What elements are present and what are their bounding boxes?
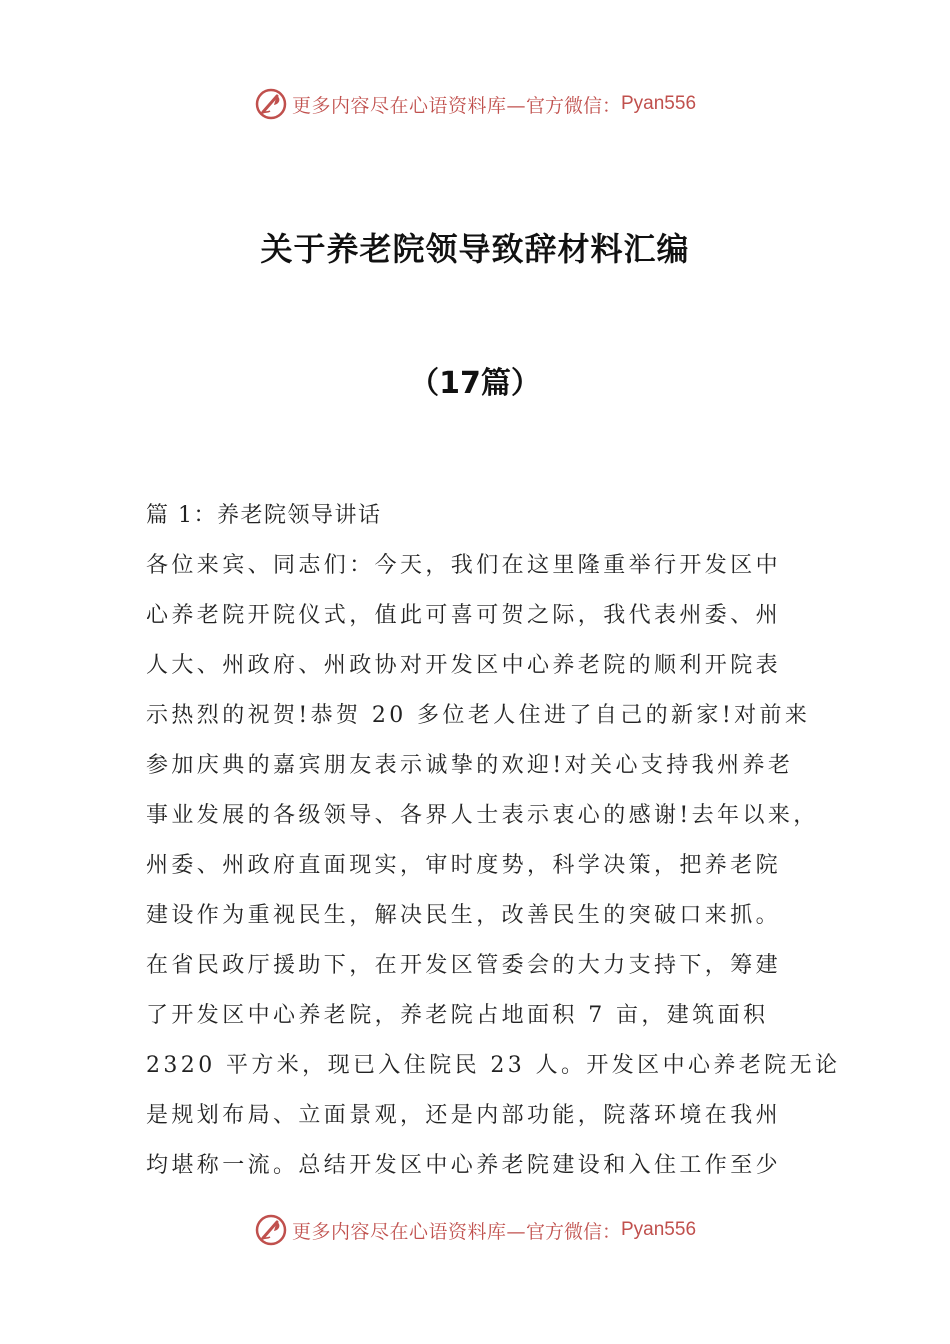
body-line: 人大、州政府、州政协对开发区中心养老院的顺利开院表	[146, 653, 782, 678]
body-line: 心养老院开院仪式，值此可喜可贺之际，我代表州委、州	[146, 603, 782, 628]
body-line: 建设作为重视民生，解决民生，改善民生的突破口来抓。	[146, 903, 782, 928]
section-heading: 篇 1：养老院领导讲话	[146, 503, 382, 528]
banner-wechat-id: Pyan556	[621, 93, 697, 114]
body-line: 均堪称一流。总结开发区中心养老院建设和入住工作至少	[146, 1153, 782, 1178]
body-line: 2320 平方米，现已入住院民 23 人。开发区中心养老院无论	[146, 1053, 841, 1078]
document-body	[146, 498, 841, 1198]
document-subtitle: （17篇）	[409, 366, 541, 401]
body-line: 州委、州政府直面现实，审时度势，科学决策，把养老院	[146, 853, 782, 878]
body-line: 参加庆典的嘉宾朋友表示诚挚的欢迎!对关心支持我州养老	[146, 753, 794, 778]
body-line: 各位来宾、同志们：今天，我们在这里隆重举行开发区中	[146, 553, 782, 578]
document-title: 关于养老院领导致辞材料汇编	[260, 230, 690, 268]
body-line: 事业发展的各级领导、各界人士表示衷心的感谢!去年以来，	[146, 803, 819, 828]
banner-brand-text: 更多内容尽在心语资料库—	[291, 1220, 526, 1243]
quill-logo-icon	[254, 1213, 288, 1247]
banner-wechat-label: 官方微信：	[525, 94, 621, 117]
banner-wechat-id: Pyan556	[621, 1219, 697, 1240]
header-banner	[0, 82, 950, 126]
body-line: 在省民政厅援助下，在开发区管委会的大力支持下，筹建	[146, 953, 782, 978]
footer-banner	[0, 1208, 950, 1252]
banner-wechat-label: 官方微信：	[525, 1220, 621, 1243]
body-line: 是规划布局、立面景观，还是内部功能，院落环境在我州	[146, 1103, 782, 1128]
banner-brand-text: 更多内容尽在心语资料库—	[291, 94, 526, 117]
body-line: 示热烈的祝贺!恭贺 20 多位老人住进了自己的新家!对前来	[146, 703, 811, 728]
quill-logo-icon	[254, 87, 288, 121]
body-line: 了开发区中心养老院，养老院占地面积 7 亩，建筑面积	[146, 1003, 769, 1028]
